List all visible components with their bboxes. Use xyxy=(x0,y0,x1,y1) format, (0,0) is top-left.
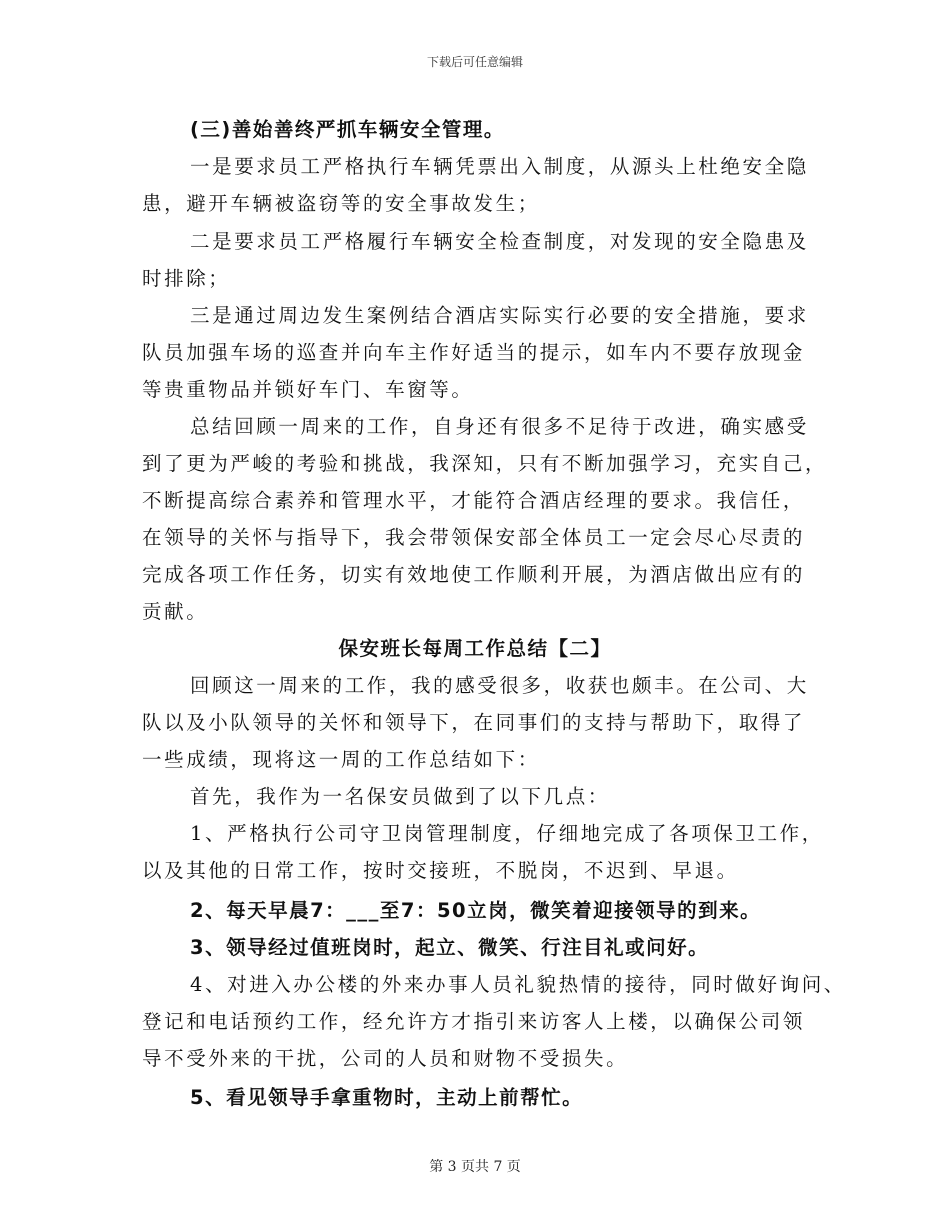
paragraph-line: 一些成绩，现将这一周的工作总结如下： xyxy=(142,748,540,771)
paragraph-line: 总结回顾一周来的工作，自身还有很多不足待于改进，确实感受 xyxy=(190,415,809,438)
paragraph-line: 三是通过周边发生案例结合酒店实际实行必要的安全措施，要求 xyxy=(190,304,809,327)
paragraph-line: 登记和电话预约工作，经允许方才指引来访客人上楼，以确保公司领 xyxy=(142,1010,806,1033)
paragraph-line: 贡献。 xyxy=(142,600,209,623)
paragraph-line: 4、对进入办公楼的外来办事人员礼貌热情的接待，同时做好询问、 xyxy=(190,973,846,996)
paragraph-line: 在领导的关怀与指导下，我会带领保安部全体员工一定会尽心尽责的 xyxy=(142,526,806,549)
paragraph-line: 时排除； xyxy=(142,267,231,290)
paragraph-line: 回顾这一周来的工作，我的感受很多，收获也颇丰。在公司、大 xyxy=(190,674,809,697)
paragraph-line: 完成各项工作任务，切实有效地使工作顺利开展，为酒店做出应有的 xyxy=(142,563,806,586)
paragraph-line: 不断提高综合素养和管理水平，才能符合酒店经理的要求。我信任， xyxy=(142,489,806,512)
paragraph-line: 首先，我作为一名保安员做到了以下几点： xyxy=(190,785,610,808)
page-number: 第 3 页共 7 页 xyxy=(429,1159,521,1175)
paragraph-line: 1、严格执行公司守卫岗管理制度，仔细地完成了各项保卫工作， xyxy=(190,822,824,845)
paragraph-line: 以及其他的日常工作，按时交接班，不脱岗，不迟到、早退。 xyxy=(142,859,739,882)
section-heading: (三)善始善终严抓车辆安全管理。 xyxy=(190,118,505,141)
paragraph-line: 等贵重物品并锁好车门、车窗等。 xyxy=(142,378,474,401)
page-header-note: 下载后可任意编辑 xyxy=(426,55,523,69)
paragraph-line: 一是要求员工严格执行车辆凭票出入制度，从源头上杜绝安全隐 xyxy=(190,155,809,178)
paragraph-line: 患，避开车辆被盗窃等的安全事故发生； xyxy=(142,192,540,215)
paragraph-line: 导不受外来的干扰，公司的人员和财物不受损失。 xyxy=(142,1047,629,1070)
section-title: 保安班长每周工作总结【二】 xyxy=(338,637,612,660)
list-item-bold: 5、看见领导手拿重物时，主动上前帮忙。 xyxy=(190,1086,584,1109)
list-item-bold: 3、领导经过值班岗时，起立、微笑、行注目礼或问好。 xyxy=(190,936,710,959)
paragraph-line: 队以及小队领导的关怀和领导下，在同事们的支持与帮助下，取得了 xyxy=(142,711,806,734)
list-item-bold: 2、每天早晨7：___至7：50立岗，微笑着迎接领导的到来。 xyxy=(190,899,762,922)
paragraph-line: 二是要求员工严格履行车辆安全检查制度，对发现的安全隐患及 xyxy=(190,230,809,253)
paragraph-line: 到了更为严峻的考验和挑战，我深知，只有不断加强学习，充实自己， xyxy=(142,452,828,475)
paragraph-line: 队员加强车场的巡查并向车主作好适当的提示，如车内不要存放现金 xyxy=(142,341,806,364)
